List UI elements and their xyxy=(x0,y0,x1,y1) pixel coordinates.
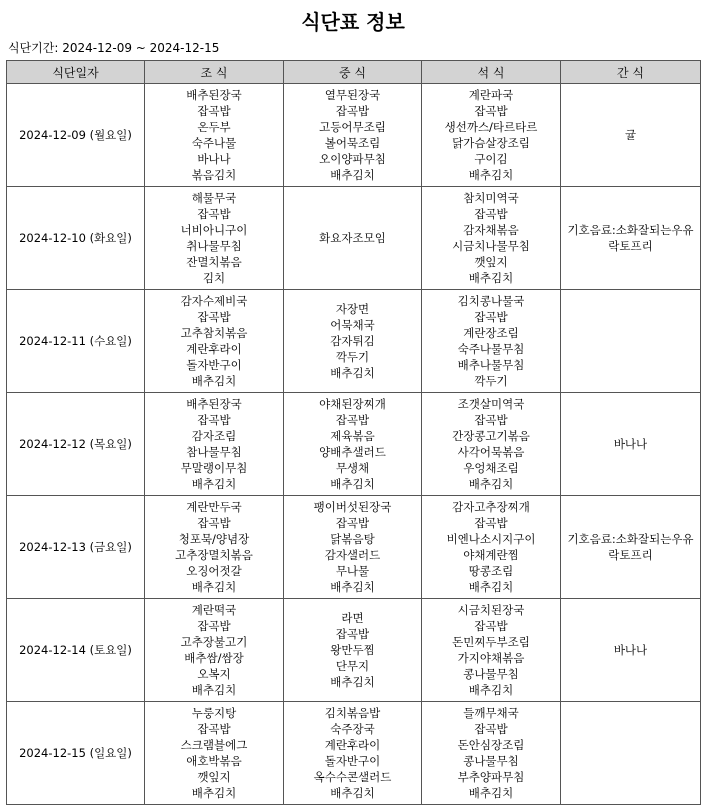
lunch-item: 배추김치 xyxy=(330,168,375,182)
breakfast-item: 잡곡밥 xyxy=(197,619,231,633)
breakfast-cell xyxy=(145,599,284,702)
lunch-item: 열무된장국 xyxy=(324,88,381,102)
date-cell: 2024-12-10 (화요일) xyxy=(7,187,145,290)
header-breakfast: 조 식 xyxy=(145,61,284,84)
lunch-item: 배추김치 xyxy=(330,675,375,689)
breakfast-item: 배추김치 xyxy=(191,477,237,491)
lunch-item: 무나물 xyxy=(335,564,370,578)
breakfast-item: 계란후라이 xyxy=(186,342,242,356)
breakfast-cell xyxy=(145,290,284,393)
table-row xyxy=(7,702,701,805)
page-title: 식단표 정보 xyxy=(301,10,405,34)
breakfast-item: 스크램블에그 xyxy=(180,738,248,752)
breakfast-cell xyxy=(145,702,284,805)
dinner-item: 배추김치 xyxy=(468,477,514,491)
lunch-item: 팽이버섯된장국 xyxy=(313,500,392,514)
lunch-cell xyxy=(284,393,422,496)
dinner-item: 잡곡밥 xyxy=(474,722,508,736)
dinner-item: 배추김치 xyxy=(468,786,514,800)
snack-item: 바나나 xyxy=(613,437,648,451)
table-row xyxy=(7,599,701,702)
dinner-item: 배추김치 xyxy=(468,271,514,285)
lunch-item: 화요자조모임 xyxy=(319,231,386,245)
breakfast-item: 잡곡밥 xyxy=(197,516,231,530)
breakfast-item: 배추된장국 xyxy=(186,397,242,411)
dinner-item: 감자채볶음 xyxy=(463,223,519,237)
table-row xyxy=(7,84,701,187)
breakfast-item: 잡곡밥 xyxy=(197,207,231,221)
lunch-item: 김치볶음밥 xyxy=(324,706,381,720)
dinner-item: 깍두기 xyxy=(474,374,508,388)
breakfast-item: 취나물무침 xyxy=(186,239,242,253)
table-row xyxy=(7,187,701,290)
menu-table xyxy=(6,60,701,805)
lunch-cell xyxy=(284,290,422,393)
lunch-item: 잡곡밥 xyxy=(335,104,370,118)
table-body xyxy=(7,84,701,805)
dinner-item: 시금치나물무침 xyxy=(452,239,530,253)
lunch-item: 볼어묵조림 xyxy=(324,136,381,150)
breakfast-item: 김치 xyxy=(202,271,226,285)
dinner-item: 잡곡밥 xyxy=(474,413,508,427)
dinner-item: 야채계란찜 xyxy=(463,548,519,562)
menu-period: 식단기간: 2024-12-09 ~ 2024-12-15 xyxy=(8,41,220,55)
date-cell: 2024-12-11 (수요일) xyxy=(7,290,145,393)
dinner-item: 비엔나소시지구이 xyxy=(446,532,536,546)
dinner-item: 시금치된장국 xyxy=(457,603,525,617)
breakfast-item: 해물무국 xyxy=(191,191,237,205)
dinner-item: 가지야채볶음 xyxy=(457,651,525,665)
breakfast-item: 오징어젓갈 xyxy=(186,564,242,578)
lunch-item: 어묵채국 xyxy=(330,318,375,332)
lunch-item: 배추김치 xyxy=(330,366,375,380)
breakfast-item: 고추참치볶음 xyxy=(180,326,248,340)
lunch-item: 숙주장국 xyxy=(330,722,375,736)
dinner-item: 깻잎지 xyxy=(474,255,508,269)
lunch-item: 돌자반구이 xyxy=(324,754,381,768)
lunch-item: 배추김치 xyxy=(330,477,375,491)
dinner-cell xyxy=(422,393,561,496)
snack-cell xyxy=(561,702,701,805)
breakfast-item: 깻잎지 xyxy=(197,770,231,784)
breakfast-item: 오복지 xyxy=(197,667,231,681)
breakfast-item: 참나물무침 xyxy=(186,445,242,459)
dinner-item: 돈안심장조림 xyxy=(457,738,525,752)
dinner-item: 잡곡밥 xyxy=(474,310,508,324)
lunch-item: 야채된장찌개 xyxy=(319,397,386,411)
breakfast-item: 배추된장국 xyxy=(186,88,242,102)
lunch-item: 무생채 xyxy=(335,461,370,475)
dinner-item: 들깨무채국 xyxy=(463,706,519,720)
breakfast-cell xyxy=(145,84,284,187)
lunch-item: 라면 xyxy=(341,611,364,625)
table-row xyxy=(7,393,701,496)
snack-item: 락토프리 xyxy=(608,548,653,562)
table-header-row xyxy=(7,61,701,84)
breakfast-item: 누룽지탕 xyxy=(191,706,237,720)
snack-item: 바나나 xyxy=(613,643,648,657)
dinner-item: 사각어묵볶음 xyxy=(457,445,525,459)
lunch-item: 옥수수콘샐러드 xyxy=(313,770,392,784)
breakfast-item: 잔멸치볶음 xyxy=(186,255,242,269)
lunch-item: 배추김치 xyxy=(330,580,375,594)
breakfast-item: 배추김치 xyxy=(191,683,237,697)
dinner-cell xyxy=(422,496,561,599)
dinner-item: 부추양파무침 xyxy=(457,770,525,784)
breakfast-item: 무말랭이무침 xyxy=(180,461,248,475)
dinner-item: 돈민찌두부조림 xyxy=(452,635,530,649)
dinner-item: 잡곡밥 xyxy=(474,104,508,118)
date-cell: 2024-12-14 (토요일) xyxy=(7,599,145,702)
breakfast-item: 배추김치 xyxy=(191,580,237,594)
lunch-item: 감자샐러드 xyxy=(324,548,381,562)
snack-item: 귤 xyxy=(624,128,637,142)
dinner-cell xyxy=(422,290,561,393)
dinner-item: 계란장조림 xyxy=(463,326,519,340)
lunch-item: 닭볶음탕 xyxy=(330,532,375,546)
breakfast-item: 잡곡밥 xyxy=(197,310,231,324)
breakfast-cell xyxy=(145,187,284,290)
dinner-cell xyxy=(422,702,561,805)
lunch-cell xyxy=(284,599,422,702)
breakfast-item: 온두부 xyxy=(197,120,231,134)
table-row xyxy=(7,290,701,393)
dinner-item: 배추김치 xyxy=(468,683,514,697)
dinner-item: 콩나물무침 xyxy=(463,667,519,681)
breakfast-item: 배추쌈/쌈장 xyxy=(184,651,244,665)
dinner-item: 구이김 xyxy=(474,152,508,166)
dinner-item: 잡곡밥 xyxy=(474,619,508,633)
dinner-item: 생선까스/타르타르 xyxy=(444,120,538,134)
snack-cell xyxy=(561,496,701,599)
dinner-item: 김치콩나물국 xyxy=(457,294,525,308)
lunch-cell xyxy=(284,702,422,805)
lunch-cell xyxy=(284,187,422,290)
breakfast-item: 돌자반구이 xyxy=(186,358,242,372)
breakfast-item: 배추김치 xyxy=(191,374,237,388)
date-cell: 2024-12-09 (월요일) xyxy=(7,84,145,187)
breakfast-item: 감자수제비국 xyxy=(180,294,248,308)
dinner-item: 배추김치 xyxy=(468,168,514,182)
date-cell: 2024-12-15 (일요일) xyxy=(7,702,145,805)
dinner-cell xyxy=(422,187,561,290)
lunch-item: 단무지 xyxy=(335,659,370,673)
lunch-item: 양배추샐러드 xyxy=(319,445,386,459)
breakfast-item: 잡곡밥 xyxy=(197,722,231,736)
lunch-item: 잡곡밥 xyxy=(335,413,370,427)
snack-cell xyxy=(561,599,701,702)
header-dinner: 석 식 xyxy=(422,61,561,84)
dinner-item: 참치미역국 xyxy=(463,191,519,205)
snack-item: 기호음료:소화잘되는우유 xyxy=(567,532,694,546)
breakfast-item: 계란떡국 xyxy=(191,603,237,617)
lunch-item: 배추김치 xyxy=(330,786,375,800)
breakfast-item: 계란만두국 xyxy=(186,500,242,514)
snack-cell xyxy=(561,290,701,393)
lunch-item: 잡곡밥 xyxy=(335,516,370,530)
date-cell: 2024-12-13 (금요일) xyxy=(7,496,145,599)
dinner-cell xyxy=(422,84,561,187)
breakfast-item: 숙주나물 xyxy=(191,136,237,150)
breakfast-item: 잡곡밥 xyxy=(197,413,231,427)
header-date: 식단일자 xyxy=(7,61,145,84)
lunch-cell xyxy=(284,496,422,599)
dinner-item: 땅콩조림 xyxy=(468,564,514,578)
lunch-item: 고등어무조림 xyxy=(319,120,386,134)
snack-cell xyxy=(561,84,701,187)
lunch-item: 자장면 xyxy=(335,302,370,316)
dinner-cell xyxy=(422,599,561,702)
dinner-item: 계란파국 xyxy=(468,88,514,102)
dinner-item: 배추나물무침 xyxy=(457,358,525,372)
lunch-item: 깍두기 xyxy=(335,350,370,364)
lunch-item: 감자튀김 xyxy=(330,334,375,348)
breakfast-item: 배추김치 xyxy=(191,786,237,800)
dinner-item: 닭가슴살장조림 xyxy=(452,136,530,150)
snack-item: 기호음료:소화잘되는우유 xyxy=(567,223,694,237)
breakfast-item: 고추장불고기 xyxy=(180,635,248,649)
breakfast-item: 바나나 xyxy=(197,152,231,166)
lunch-item: 왕만두찜 xyxy=(330,643,375,657)
breakfast-item: 고추장멸치볶음 xyxy=(175,548,253,562)
dinner-item: 배추김치 xyxy=(468,580,514,594)
date-cell: 2024-12-12 (목요일) xyxy=(7,393,145,496)
dinner-item: 잡곡밥 xyxy=(474,516,508,530)
breakfast-item: 볶음김치 xyxy=(191,168,237,182)
table-row xyxy=(7,496,701,599)
dinner-item: 잡곡밥 xyxy=(474,207,508,221)
breakfast-item: 애호박볶음 xyxy=(186,754,242,768)
dinner-item: 조갯살미역국 xyxy=(457,397,525,411)
lunch-item: 계란후라이 xyxy=(324,738,381,752)
snack-cell xyxy=(561,393,701,496)
lunch-item: 잡곡밥 xyxy=(335,627,370,641)
dinner-item: 간장콩고기볶음 xyxy=(452,429,530,443)
breakfast-cell xyxy=(145,496,284,599)
breakfast-item: 너비아니구이 xyxy=(180,223,248,237)
dinner-item: 숙주나물무침 xyxy=(457,342,525,356)
lunch-item: 오이양파무침 xyxy=(319,152,386,166)
dinner-item: 콩나물무침 xyxy=(463,754,519,768)
breakfast-item: 잡곡밥 xyxy=(197,104,231,118)
dinner-item: 감자고추장찌개 xyxy=(452,500,530,514)
dinner-item: 우엉채조림 xyxy=(463,461,519,475)
header-snack: 간 식 xyxy=(561,61,701,84)
lunch-cell xyxy=(284,84,422,187)
breakfast-item: 감자조림 xyxy=(191,429,237,443)
snack-item: 락토프리 xyxy=(608,239,653,253)
snack-cell xyxy=(561,187,701,290)
breakfast-item: 청포묵/양념장 xyxy=(178,532,250,546)
header-lunch: 중 식 xyxy=(284,61,422,84)
breakfast-cell xyxy=(145,393,284,496)
lunch-item: 제육볶음 xyxy=(330,429,375,443)
